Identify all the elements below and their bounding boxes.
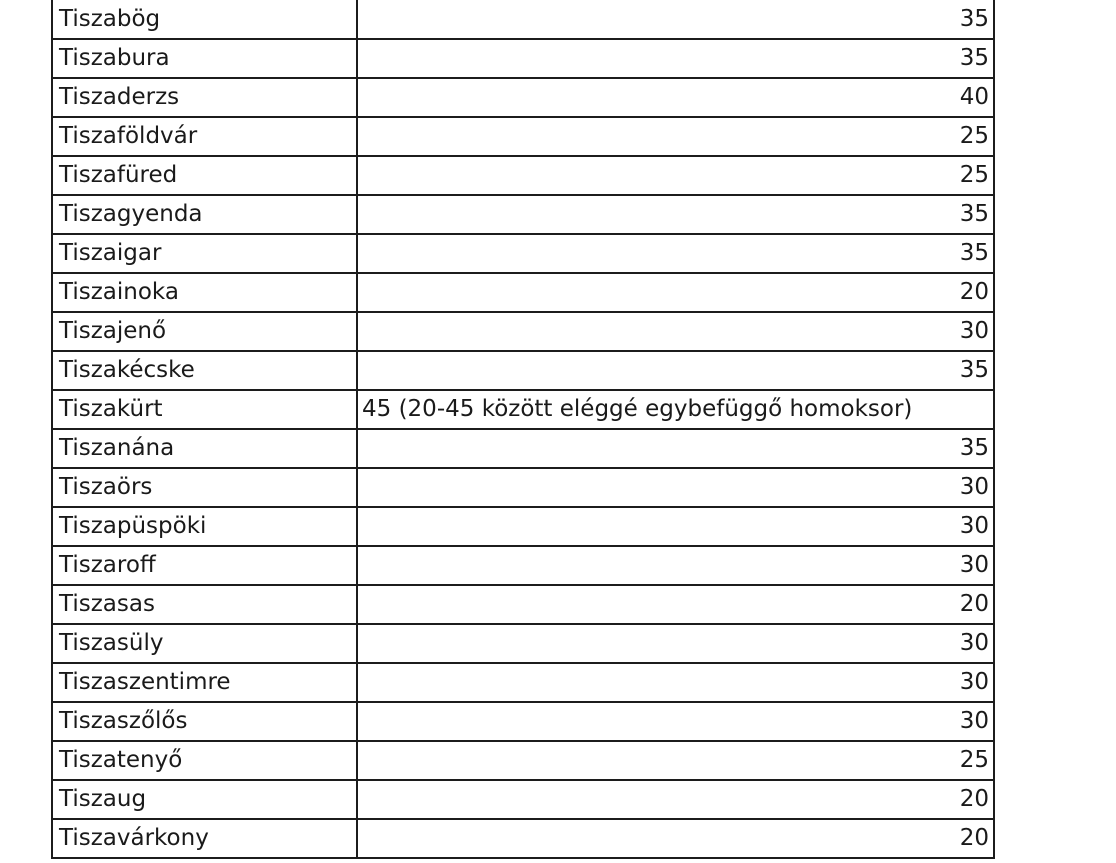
value-cell: 20: [357, 780, 994, 819]
settlement-name-cell: Tiszapüspöki: [52, 507, 357, 546]
value-cell: 20: [357, 585, 994, 624]
settlement-name-cell: Tiszagyenda: [52, 195, 357, 234]
settlement-name-cell: Tiszakürt: [52, 390, 357, 429]
table-row: [52, 468, 994, 507]
value-cell: 35: [357, 39, 994, 78]
table-row: [52, 39, 994, 78]
table-row: [52, 234, 994, 273]
value-cell: 35: [357, 234, 994, 273]
settlement-name-cell: Tiszabög: [52, 0, 357, 39]
table-row: [52, 663, 994, 702]
table-row: [52, 351, 994, 390]
table-row: [52, 78, 994, 117]
settlement-name-cell: Tiszaug: [52, 780, 357, 819]
value-cell: 40: [357, 78, 994, 117]
table-row: [52, 585, 994, 624]
value-cell: 35: [357, 429, 994, 468]
table-row: [52, 507, 994, 546]
table-row: [52, 195, 994, 234]
settlement-name-cell: Tiszakécske: [52, 351, 357, 390]
table-row: [52, 390, 994, 429]
settlement-name-cell: Tiszanána: [52, 429, 357, 468]
settlement-name-cell: Tiszaföldvár: [52, 117, 357, 156]
value-cell: 35: [357, 0, 994, 39]
value-cell: 30: [357, 507, 994, 546]
value-cell: 20: [357, 273, 994, 312]
settlement-table: [51, 0, 995, 859]
value-cell: 30: [357, 468, 994, 507]
settlement-name-cell: Tiszaszőlős: [52, 702, 357, 741]
value-cell: 30: [357, 702, 994, 741]
value-cell: 25: [357, 741, 994, 780]
settlement-name-cell: Tiszaszentimre: [52, 663, 357, 702]
table-row: [52, 312, 994, 351]
settlement-table-body: [52, 0, 994, 858]
settlement-name-cell: Tiszaroff: [52, 546, 357, 585]
settlement-name-cell: Tiszajenő: [52, 312, 357, 351]
value-cell: 35: [357, 351, 994, 390]
table-row: [52, 819, 994, 858]
value-cell: 45 (20-45 között eléggé egybefüggő homoksor): [357, 390, 994, 429]
value-cell: 30: [357, 663, 994, 702]
value-cell: 30: [357, 546, 994, 585]
table-row: [52, 780, 994, 819]
table-row: [52, 429, 994, 468]
settlement-name-cell: Tiszaigar: [52, 234, 357, 273]
value-cell: 25: [357, 156, 994, 195]
settlement-name-cell: Tiszasüly: [52, 624, 357, 663]
table-row: [52, 702, 994, 741]
value-cell: 25: [357, 117, 994, 156]
table-row: [52, 624, 994, 663]
value-cell: 20: [357, 819, 994, 858]
settlement-name-cell: Tiszaderzs: [52, 78, 357, 117]
settlement-name-cell: Tiszabura: [52, 39, 357, 78]
settlement-name-cell: Tiszaörs: [52, 468, 357, 507]
value-cell: 35: [357, 195, 994, 234]
value-cell: 30: [357, 624, 994, 663]
table-row: [52, 156, 994, 195]
settlement-name-cell: Tiszasas: [52, 585, 357, 624]
settlement-name-cell: Tiszavárkony: [52, 819, 357, 858]
table-row: [52, 0, 994, 39]
table-row: [52, 117, 994, 156]
settlement-name-cell: Tiszainoka: [52, 273, 357, 312]
settlement-name-cell: Tiszatenyő: [52, 741, 357, 780]
table-row: [52, 741, 994, 780]
settlement-name-cell: Tiszafüred: [52, 156, 357, 195]
table-row: [52, 273, 994, 312]
table-row: [52, 546, 994, 585]
value-cell: 30: [357, 312, 994, 351]
